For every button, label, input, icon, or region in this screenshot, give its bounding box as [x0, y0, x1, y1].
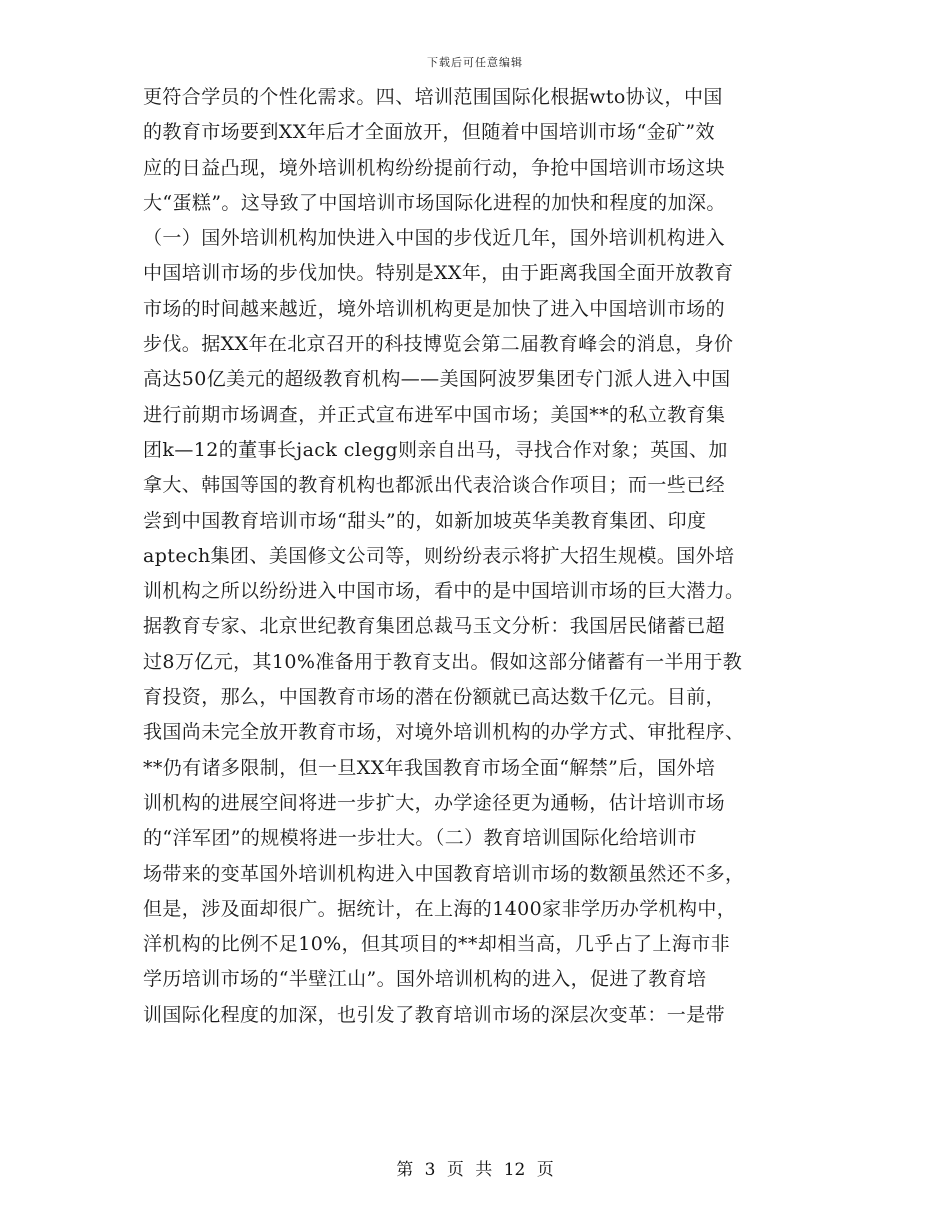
text-line: 步伐。据XX年在北京召开的科技博览会第二届教育峰会的消息，身价 — [143, 333, 734, 356]
text-line: 场带来的变革国外培训机构进入中国教育培训市场的数额虽然还不多， — [143, 862, 745, 885]
text-line: 过8万亿元，其10%准备用于教育支出。假如这部分储蓄有一半用于教 — [143, 650, 743, 673]
text-line: 中国培训市场的步伐加快。特别是XX年，由于距离我国全面开放教育 — [143, 262, 734, 285]
page-header: 下载后可任意编辑 — [427, 56, 523, 69]
text-line: 训机构之所以纷纷进入中国市场，看中的是中国培训市场的巨大潜力。 — [143, 580, 745, 603]
text-line: 团k—12的董事长jack clegg则亲自出马，寻找合作对象；英国、加 — [143, 438, 728, 461]
text-line: 高达50亿美元的超级教育机构——美国阿波罗集团专门派人进入中国 — [143, 368, 731, 391]
text-line: 训机构的进展空间将进一步扩大，办学途径更为通畅，估计培训市场 — [143, 791, 726, 814]
text-line: **仍有诸多限制，但一旦XX年我国教育市场全面“解禁”后，国外培 — [143, 756, 716, 779]
text-line: 洋机构的比例不足10%，但其项目的**却相当高，几乎占了上海市非 — [143, 933, 731, 956]
text-line: 的“洋军团”的规模将进一步壮大。（二）教育培训国际化给培训市 — [143, 827, 697, 850]
page-footer: 第 3 页 共 12 页 — [396, 1160, 554, 1180]
text-line: 但是，涉及面却很广。据统计，在上海的1400家非学历办学机构中， — [143, 897, 737, 920]
text-line: 更符合学员的个性化需求。四、培训范围国际化根据wto协议，中国 — [143, 86, 723, 108]
text-line: 我国尚未完全放开教育市场，对境外培训机构的办学方式、审批程序、 — [143, 721, 745, 744]
text-line: 进行前期市场调查，并正式宣布进军中国市场；美国**的私立教育集 — [143, 403, 726, 426]
text-line: 尝到中国教育培训市场“甜头”的，如新加坡英华美教育集团、印度 — [143, 509, 707, 532]
document-body — [143, 80, 808, 1033]
text-line: 学历培训市场的“半壁江山”。国外培训机构的进入，促进了教育培 — [143, 968, 707, 991]
text-line: 市场的时间越来越近，境外培训机构更是加快了进入中国培训市场的 — [143, 297, 726, 320]
text-line: 拿大、韩国等国的教育机构也都派出代表洽谈合作项目；而一些已经 — [143, 474, 726, 497]
text-line: 的教育市场要到XX年后才全面放开，但随着中国培训市场“金矿”效 — [143, 121, 715, 144]
text-line: 训国际化程度的加深，也引发了教育培训市场的深层次变革：一是带 — [143, 1003, 726, 1026]
text-line: aptech集团、美国修文公司等，则纷纷表示将扩大招生规模。国外培 — [143, 544, 735, 567]
text-line: 大“蛋糕”。这导致了中国培训市场国际化进程的加快和程度的加深。 — [143, 191, 726, 214]
text-line: （一）国外培训机构加快进入中国的步伐近几年，国外培训机构进入 — [143, 227, 726, 250]
text-line: 育投资，那么，中国教育市场的潜在份额就已高达数千亿元。目前， — [143, 686, 726, 709]
text-line: 应的日益凸现，境外培训机构纷纷提前行动，争抢中国培训市场这块 — [143, 156, 726, 179]
text-line: 据教育专家、北京世纪教育集团总裁马玉文分析：我国居民储蓄已超 — [143, 615, 726, 638]
